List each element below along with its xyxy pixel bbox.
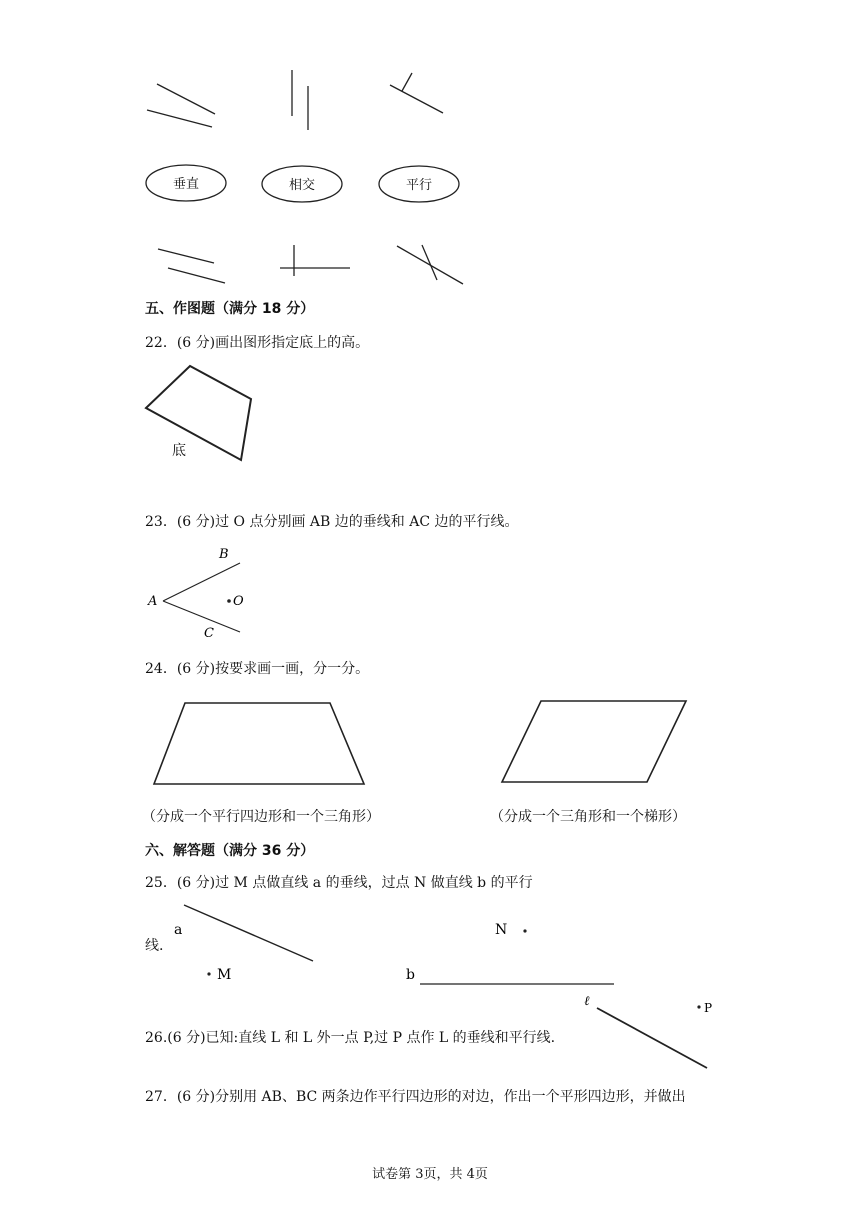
q24-text: 24．(6 分)按要求画一画，分一分。 xyxy=(145,661,370,677)
page-footer: 试卷第 3页，共 4页 xyxy=(372,1167,488,1182)
q25-label-a: a xyxy=(174,922,183,938)
q23-label-a: A xyxy=(148,594,158,609)
q23-label-o: O xyxy=(233,594,244,609)
q26-label-p: P xyxy=(704,1001,713,1015)
q23-text: 23．(6 分)过 O 点分别画 AB 边的垂线和 AC 边的平行线。 xyxy=(145,514,519,530)
top-line-pair-1 xyxy=(147,84,215,127)
q24-parallelogram xyxy=(502,701,686,782)
q27-text: 27．(6 分)分别用 AB、BC 两条边作平行四边形的对边，作出一个平形四边形，并做出 xyxy=(145,1089,686,1105)
oval-label-parallel: 平行 xyxy=(405,178,433,193)
section6-title: 六、解答题（满分 36 分） xyxy=(145,843,315,859)
top-line-pair-3 xyxy=(390,73,443,113)
q22-text: 22．(6 分)画出图形指定底上的高。 xyxy=(145,335,370,351)
q25-label-n: N xyxy=(495,922,508,938)
top-line-pair-2 xyxy=(292,70,308,130)
q26-point-p xyxy=(697,1005,700,1008)
q26-label-l: ℓ xyxy=(584,994,590,1009)
q25-point-m xyxy=(207,972,210,975)
bottom-line-pair-2 xyxy=(280,245,350,276)
q25-label-b: b xyxy=(406,967,415,983)
q26-line-l xyxy=(597,1008,707,1068)
q24-caption-left: （分成一个平行四边形和一个三角形） xyxy=(142,809,380,825)
section5-title: 五、作图题（满分 18 分） xyxy=(145,301,315,317)
q25-point-n xyxy=(523,929,526,932)
q23-label-b: B xyxy=(219,547,229,562)
q24-trapezoid xyxy=(154,703,364,784)
oval-label-intersect: 相交 xyxy=(288,178,316,193)
oval-label-perpendicular: 垂直 xyxy=(172,177,200,192)
bottom-line-pair-3 xyxy=(397,245,463,284)
q22-quadrilateral xyxy=(146,366,251,460)
q22-base-label: 底 xyxy=(172,443,186,459)
q26-text: 26.(6 分)已知:直线 L 和 L 外一点 P,过 P 点作 L 的垂线和平行线. xyxy=(145,1030,556,1046)
q23-angle xyxy=(163,563,240,632)
q25-label-m: M xyxy=(217,967,232,983)
q24-caption-right: （分成一个三角形和一个梯形） xyxy=(490,809,686,825)
q23-point-o xyxy=(227,599,231,603)
q25-line-a xyxy=(184,905,313,961)
q25-text-line2: 线. xyxy=(145,938,164,954)
q25-text-line1: 25．(6 分)过 M 点做直线 a 的垂线，过点 N 做直线 b 的平行 xyxy=(145,875,533,891)
bottom-line-pair-1 xyxy=(158,249,225,283)
q23-label-c: C xyxy=(204,626,214,641)
